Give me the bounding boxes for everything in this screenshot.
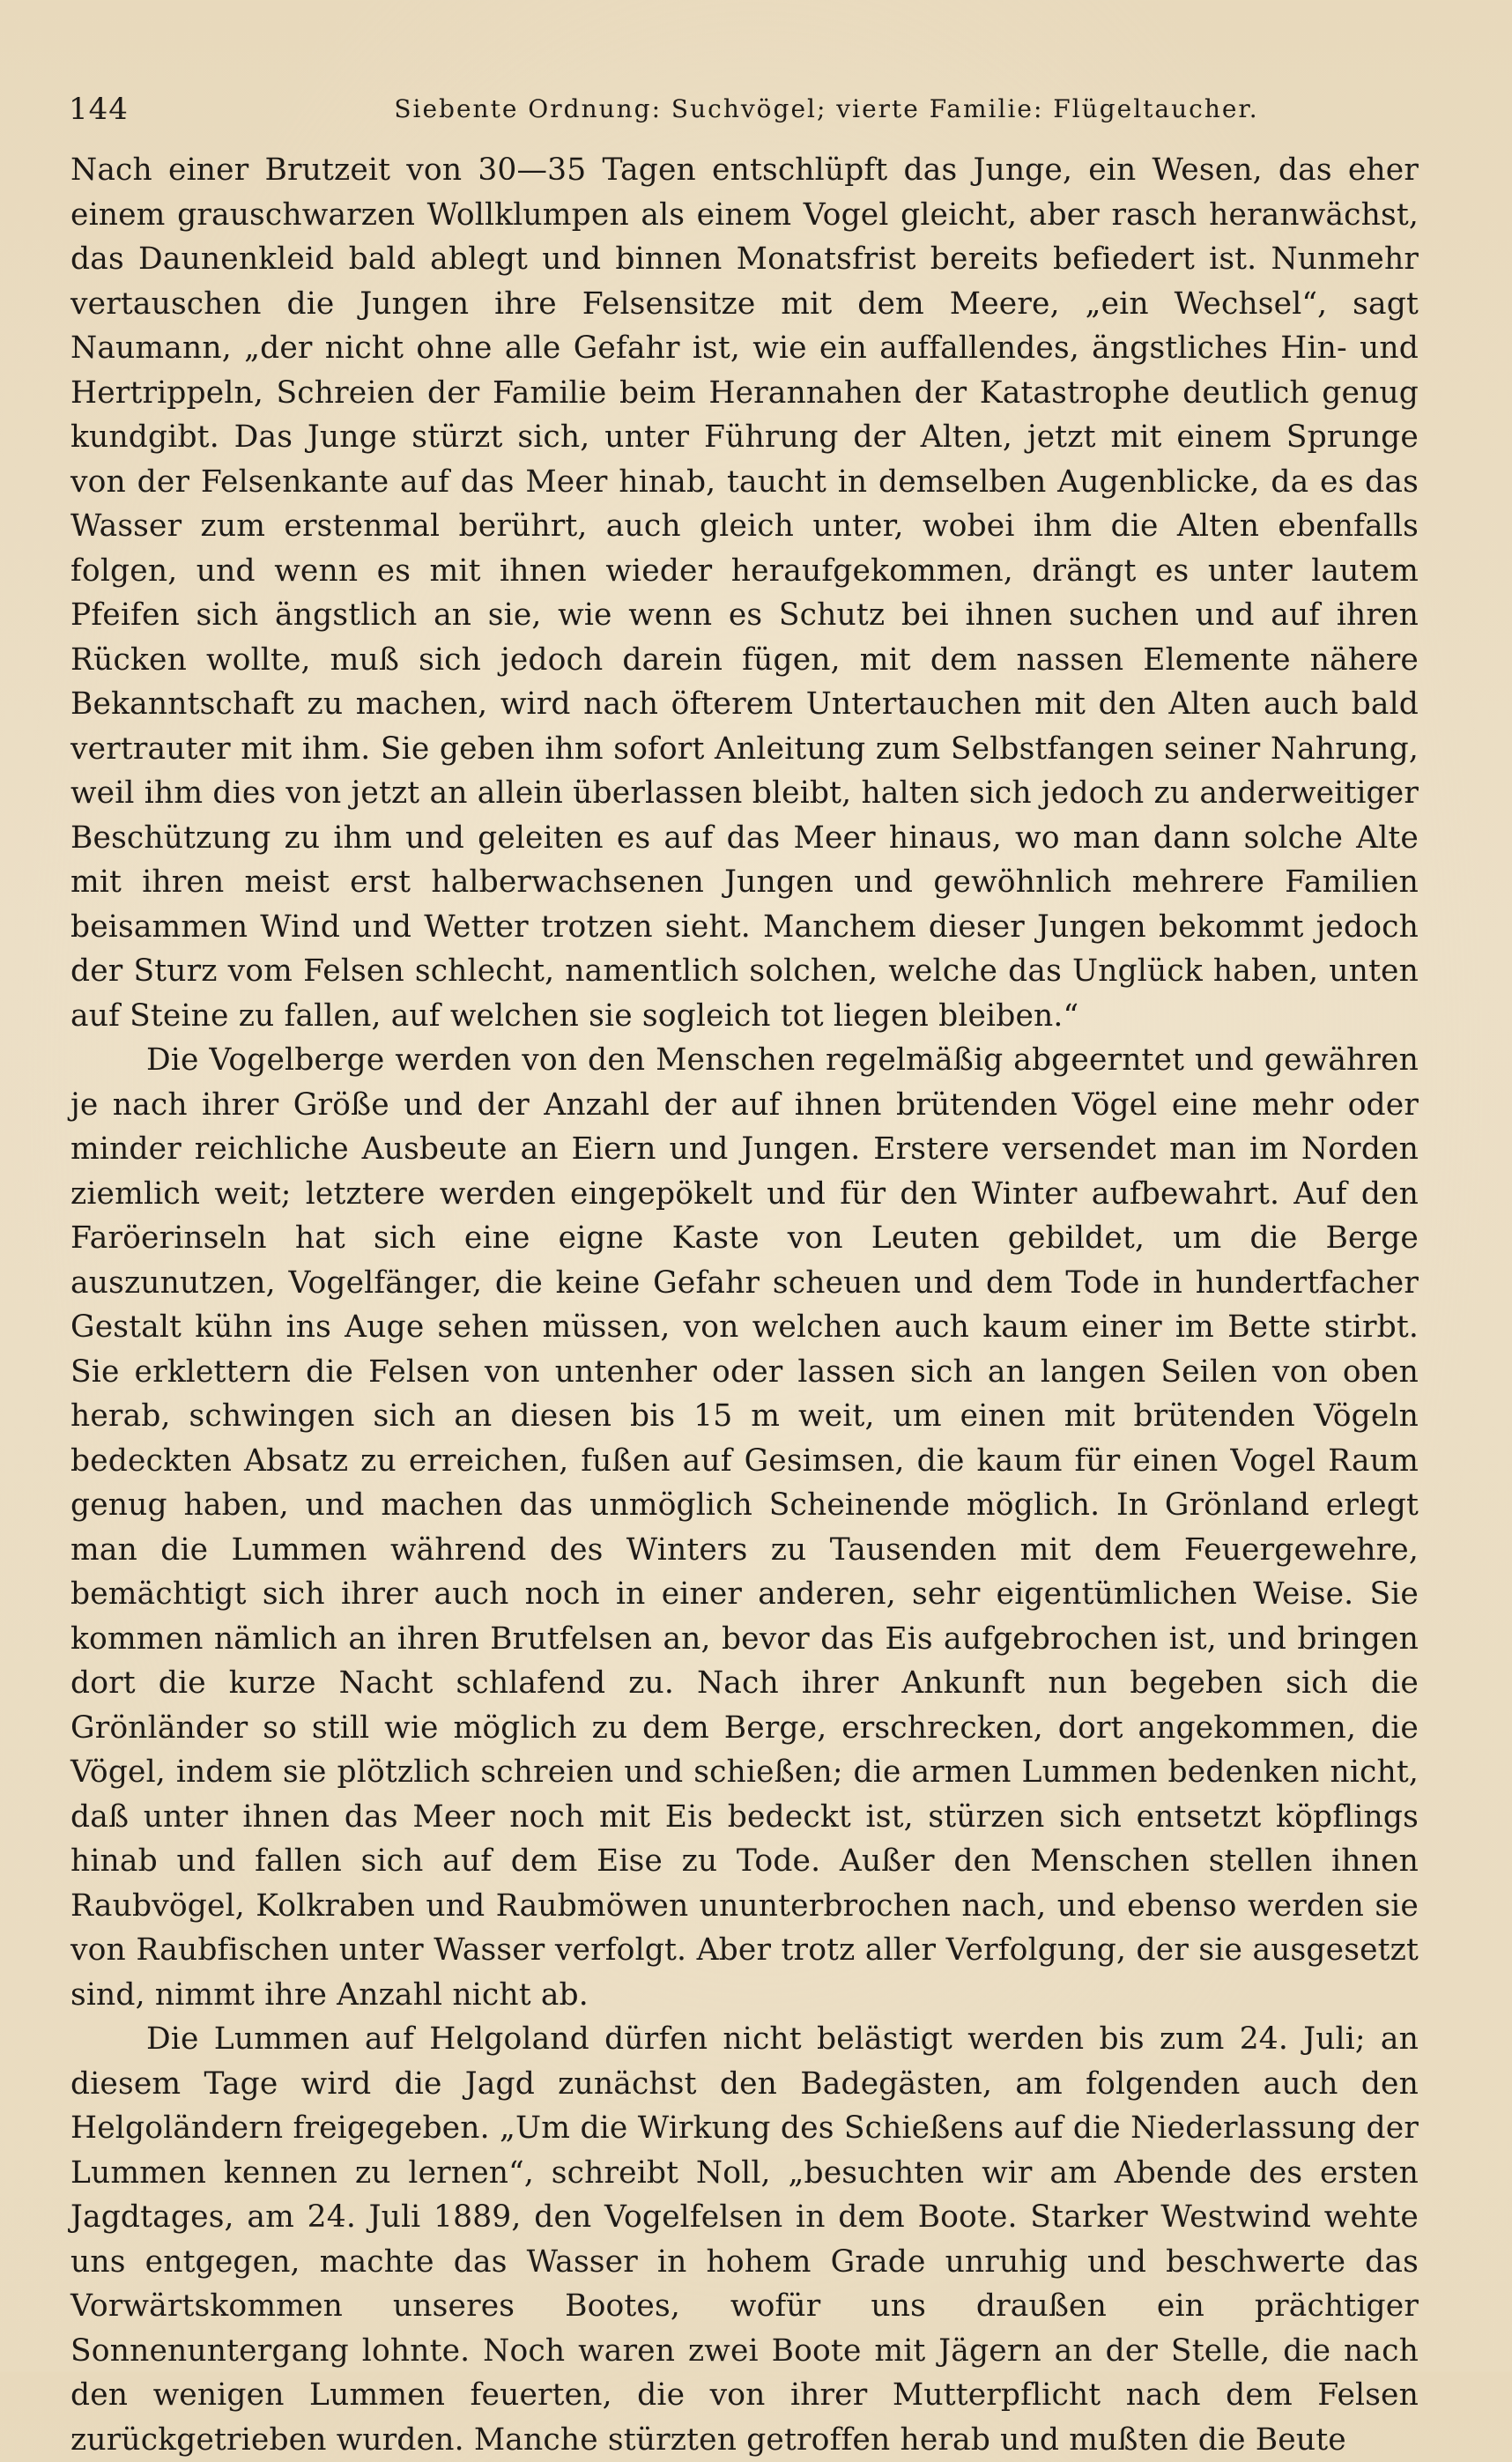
running-head: Siebente Ordnung: Suchvögel; vierte Familie: Flügeltaucher.: [394, 94, 1259, 123]
paragraph-2: Die Vogelberge werden von den Menschen regelmäßig abgeerntet und gewähren je nach ihrer Größe und der Anzahl der auf ihnen brütenden Vögel eine mehr oder minder reichliche Ausbeute an Eiern und Jungen. Erstere versendet man im Norden ziemlich weit; letztere werden eingepökelt und für den Winter aufbewahrt. Auf den Faröerinseln hat sich eine eigne Kaste von Leuten gebildet, um die Berge auszunutzen, Vogelfänger, die keine Gefahr scheuen und dem Tode in hundertfacher Gestalt kühn ins Auge sehen müssen, von welchen auch kaum einer im Bette stirbt. Sie erklettern die Felsen von untenher oder lassen sich an langen Seilen von oben herab, schwingen sich an diesen bis 15 m weit, um einen mit brütenden Vögeln bedeckten Absatz zu erreichen, fußen auf Gesimsen, die kaum für einen Vogel Raum genug haben, und machen das unmöglich Scheinende möglich. In Grönland erlegt man die Lummen während des Winters zu Tausenden mit dem Feuergewehre, bemächtigt sich ihrer auch noch in einer anderen, sehr eigentümlichen Weise. Sie kommen nämlich an ihren Brutfelsen an, bevor das Eis aufgebrochen ist, und bringen dort die kurze Nacht schlafend zu. Nach ihrer Ankunft nun begeben sich die Grönländer so still wie möglich zu dem Berge, erschrecken, dort angekommen, die Vögel, indem sie plötzlich schreien und schießen; die armen Lummen bedenken nicht, daß unter ihnen das Meer noch mit Eis bedeckt ist, stürzen sich entsetzt köpflings hinab und fallen sich auf dem Eise zu Tode. Außer den Menschen stellen ihnen Raubvögel, Kolkraben und Raubmöwen ununterbrochen nach, und ebenso werden sie von Raubfischen unter Wasser verfolgt. Aber trotz aller Verfolgung, der sie ausgesetzt sind, nimmt ihre Anzahl nicht ab.: [70, 1042, 1419, 2013]
body-text: [70, 148, 1419, 2462]
paragraph-1: Nach einer Brutzeit von 30—35 Tagen entschlüpft das Junge, ein Wesen, das eher einem grauschwarzen Wollklumpen als einem Vogel gleicht, aber rasch heranwächst, das Daunenkleid bald ablegt und binnen Monatsfrist bereits befiedert ist. Nunmehr vertauschen die Jungen ihre Felsensitze mit dem Meere, „ein Wechsel“, sagt Naumann, „der nicht ohne alle Gefahr ist, wie ein auffallendes, ängstliches Hin- und Hertrippeln, Schreien der Familie beim Herannahen der Katastrophe deutlich genug kundgibt. Das Junge stürzt sich, unter Führung der Alten, jetzt mit einem Sprunge von der Felsenkante auf das Meer hinab, taucht in demselben Augenblicke, da es das Wasser zum erstenmal berührt, auch gleich unter, wobei ihm die Alten ebenfalls folgen, und wenn es mit ihnen wieder heraufgekommen, drängt es unter lautem Pfeifen sich ängstlich an sie, wie wenn es Schutz bei ihnen suchen und auf ihren Rücken wollte, muß sich jedoch darein fügen, mit dem nassen Elemente nähere Bekanntschaft zu machen, wird nach öfterem Untertauchen mit den Alten auch bald vertrauter mit ihm. Sie geben ihm sofort Anleitung zum Selbstfangen seiner Nahrung, weil ihm dies von jetzt an allein überlassen bleibt, halten sich jedoch zu anderweitiger Beschützung zu ihm und geleiten es auf das Meer hinaus, wo man dann solche Alte mit ihren meist erst halberwachsenen Jungen und gewöhnlich mehrere Familien beisammen Wind und Wetter trotzen sieht. Manchem dieser Jungen bekommt jedoch der Sturz vom Felsen schlecht, namentlich solchen, welche das Unglück haben, unten auf Steine zu fallen, auf welchen sie sogleich tot liegen bleiben.“: [70, 152, 1419, 1034]
paragraph-3: Die Lummen auf Helgoland dürfen nicht belästigt werden bis zum 24. Juli; an diesem Tage wird die Jagd zunächst den Badegästen, am folgenden auch den Helgoländern freigegeben. „Um die Wirkung des Schießens auf die Niederlassung der Lummen kennen zu lernen“, schreibt Noll, „besuchten wir am Abende des ersten Jagdtages, am 24. Juli 1889, den Vogelfelsen in dem Boote. Starker Westwind wehte uns entgegen, machte das Wasser in hohem Grade unruhig und beschwerte das Vorwärtskommen unseres Bootes, wofür uns draußen ein prächtiger Sonnenuntergang lohnte. Noch waren zwei Boote mit Jägern an der Stelle, die nach den wenigen Lummen feuerten, die von ihrer Mutterpflicht nach dem Felsen zurückgetrieben wurden. Manche stürzten getroffen herab und mußten die Beute: [70, 2021, 1419, 2458]
page-number: 144: [69, 92, 129, 127]
page-header: [69, 90, 1426, 129]
